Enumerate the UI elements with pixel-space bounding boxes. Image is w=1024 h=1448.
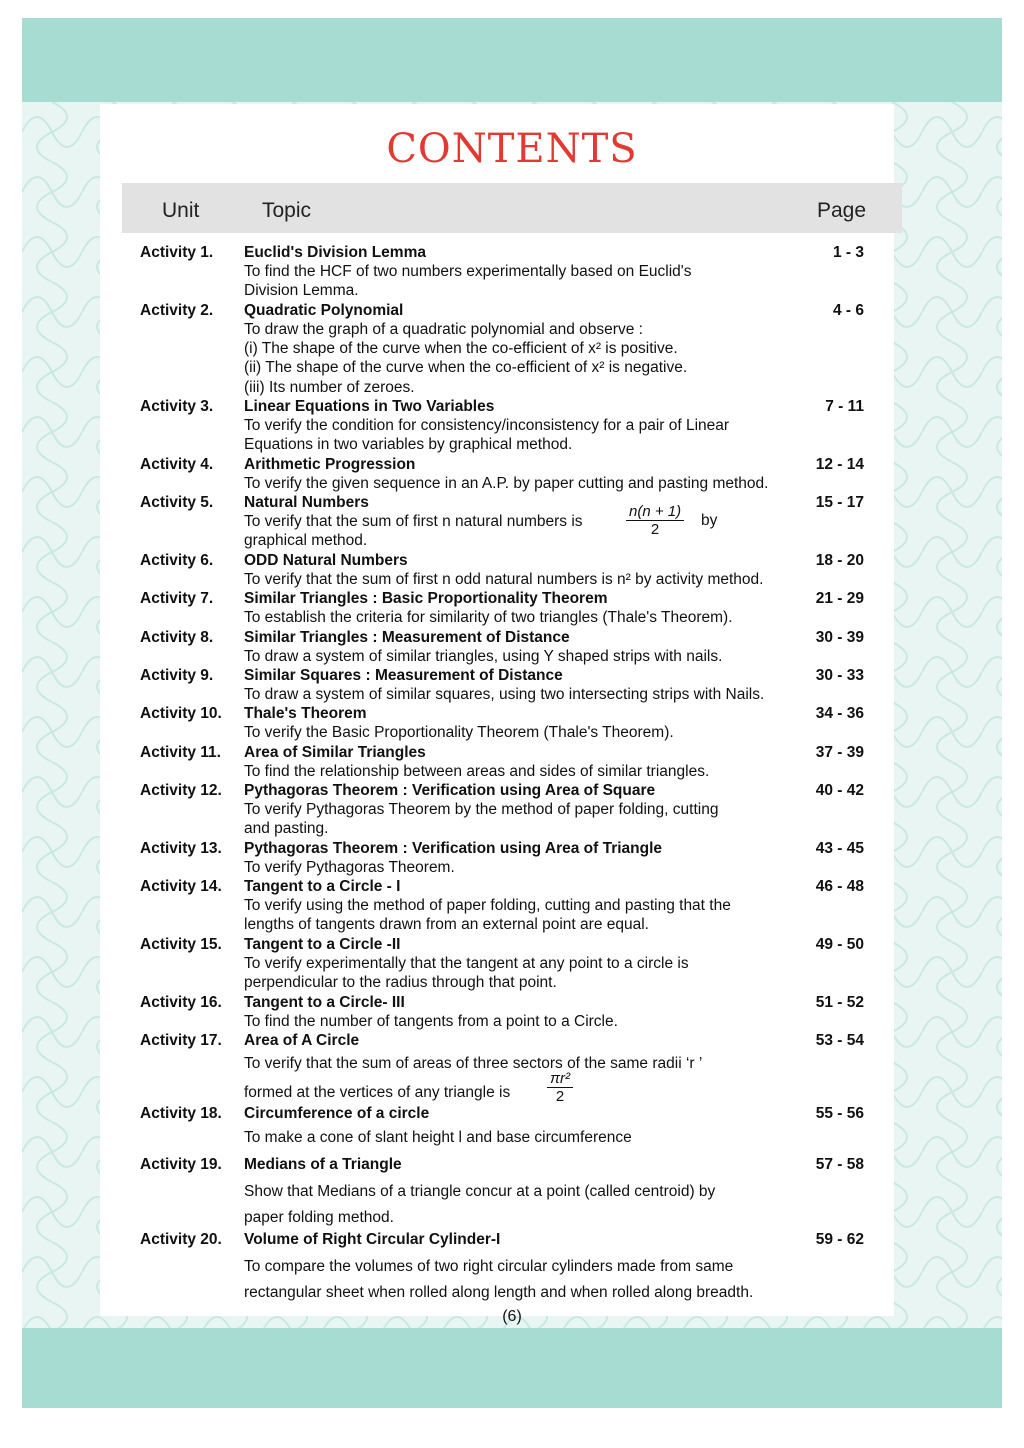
description-line: (iii) Its number of zeroes.	[244, 378, 415, 396]
entry-topic: Pythagoras Theorem : Verification using Area of Triangle	[244, 840, 663, 857]
entry-unit: Activity 12.	[140, 782, 222, 799]
entry-description	[244, 685, 764, 704]
fraction-numerator: n(n + 1)	[626, 503, 684, 521]
entry-unit: Activity 11.	[140, 744, 221, 761]
entry-pages: 59 - 62	[815, 1231, 864, 1248]
entry-topic: Volume of Right Circular Cylinder-I	[244, 1231, 501, 1248]
entry-description	[244, 896, 731, 934]
entry-topic: Area of A Circle	[244, 1032, 360, 1049]
entry-description	[244, 262, 692, 300]
entry-description	[244, 1179, 715, 1230]
entry-topic: Natural Numbers	[244, 494, 369, 511]
description-line: lengths of tangents drawn from an external point are equal.	[244, 916, 649, 934]
entry-description	[244, 320, 687, 397]
entry-pages: 40 - 42	[815, 782, 864, 799]
entry-unit: Activity 9.	[140, 667, 214, 684]
entry-unit: Activity 14.	[140, 878, 222, 895]
description-line: formed at the vertices of any triangle is	[244, 1083, 511, 1101]
entry-pages: 43 - 45	[815, 840, 864, 857]
description-line: To draw the graph of a quadratic polynomial and observe :	[244, 321, 643, 338]
entry-pages: 30 - 39	[815, 629, 864, 646]
entry-description	[244, 800, 718, 838]
entry-unit: Activity 3.	[140, 398, 214, 415]
fraction-pi-r-squared-over-2	[547, 1070, 573, 1105]
entry-topic: Linear Equations in Two Variables	[244, 398, 495, 415]
fraction-denominator: 2	[555, 1088, 565, 1105]
description-line: rectangular sheet when rolled along length and when rolled along breadth.	[244, 1283, 754, 1301]
entry-unit: Activity 5.	[140, 494, 214, 511]
description-line: To verify the condition for consistency/inconsistency for a pair of Linear	[244, 417, 730, 434]
description-line: To make a cone of slant height l and base circumference	[244, 1129, 632, 1146]
header-unit: Unit	[162, 199, 200, 222]
description-line: To verify Pythagoras Theorem.	[244, 859, 455, 876]
entry-description	[244, 416, 729, 454]
fraction-numerator: πr²	[547, 1070, 573, 1088]
description-line: perpendicular to the radius through that point.	[244, 974, 557, 992]
fraction-n-n-plus-1-over-2	[626, 503, 684, 538]
description-line: (ii) The shape of the curve when the co-efficient of x² is negative.	[244, 359, 688, 377]
entry-pages: 4 - 6	[832, 302, 864, 319]
header-topic: Topic	[262, 199, 312, 222]
entry-topic: Similar Triangles : Measurement of Distance	[244, 629, 570, 646]
entry-topic: Tangent to a Circle- III	[244, 994, 405, 1011]
entry-pages: 37 - 39	[815, 744, 864, 761]
description-line: To verify Pythagoras Theorem by the method of paper folding, cutting	[244, 801, 719, 818]
entry-pages: 1 - 3	[832, 244, 864, 261]
entry-pages: 12 - 14	[815, 456, 864, 473]
description-line: To find the relationship between areas and sides of similar triangles.	[244, 763, 710, 780]
fraction-denominator: 2	[650, 521, 660, 538]
entry-unit: Activity 13.	[140, 840, 222, 857]
page-title: CONTENTS	[386, 126, 638, 172]
page-number: (6)	[502, 1308, 522, 1325]
entry-description	[244, 647, 722, 666]
description-line: graphical method.	[244, 532, 368, 550]
entry-unit: Activity 10.	[140, 705, 222, 722]
description-line: To verify using the method of paper folding, cutting and pasting that the	[244, 897, 731, 914]
entry-description	[244, 1050, 702, 1107]
entry-pages: 55 - 56	[815, 1105, 864, 1122]
entry-pages: 51 - 52	[815, 994, 864, 1011]
entry-topic: ODD Natural Numbers	[244, 552, 408, 569]
description-line: To find the number of tangents from a point to a Circle.	[244, 1013, 618, 1030]
entry-pages: 18 - 20	[815, 552, 864, 569]
entry-description	[244, 1128, 632, 1147]
description-line: To verify the given sequence in an A.P. by paper cutting and pasting method.	[244, 475, 769, 492]
description-line: To draw a system of similar triangles, using Y shaped strips with nails.	[244, 648, 723, 665]
entry-description	[244, 1012, 618, 1031]
entry-unit: Activity 18.	[140, 1105, 222, 1122]
entry-pages: 34 - 36	[815, 705, 864, 722]
description-line: Show that Medians of a triangle concur at a point (called centroid) by	[244, 1183, 716, 1200]
entry-description	[244, 474, 768, 493]
entry-description	[244, 608, 733, 627]
description-line: To establish the criteria for similarity of two triangles (Thale's Theorem).	[244, 609, 733, 626]
entry-topic: Pythagoras Theorem : Verification using Area of Square	[244, 782, 656, 799]
description-line: To verify that the sum of first n natural numbers is	[244, 513, 583, 530]
entry-unit: Activity 6.	[140, 552, 214, 569]
entry-unit: Activity 1.	[140, 244, 214, 261]
description-line: Division Lemma.	[244, 282, 359, 300]
entry-description	[244, 762, 709, 781]
description-line: paper folding method.	[244, 1208, 394, 1226]
entry-unit: Activity 2.	[140, 302, 214, 319]
description-line: To draw a system of similar squares, using two intersecting strips with Nails.	[244, 686, 765, 703]
entry-unit: Activity 20.	[140, 1231, 222, 1248]
entry-pages: 46 - 48	[815, 878, 864, 895]
description-line: and pasting.	[244, 820, 329, 838]
entry-topic: Euclid's Division Lemma	[244, 244, 426, 261]
entry-pages: 53 - 54	[815, 1032, 864, 1049]
description-line: To verify experimentally that the tangent at any point to a circle is	[244, 955, 689, 972]
entry-pages: 30 - 33	[815, 667, 864, 684]
entry-pages: 15 - 17	[815, 494, 864, 511]
entry-unit: Activity 16.	[140, 994, 222, 1011]
entry-pages: 21 - 29	[815, 590, 864, 607]
entry-topic: Quadratic Polynomial	[244, 302, 404, 319]
entry-topic: Similar Triangles : Basic Proportionality Theorem	[244, 590, 608, 607]
entry-description	[244, 954, 689, 992]
entry-description	[244, 723, 674, 742]
entry-topic: Arithmetic Progression	[244, 456, 416, 473]
header-page: Page	[816, 199, 866, 222]
entry-topic: Tangent to a Circle -II	[244, 936, 401, 953]
entry-pages: 49 - 50	[815, 936, 864, 953]
description-line: Equations in two variables by graphical method.	[244, 436, 573, 454]
entry-pages: 7 - 11	[825, 398, 864, 415]
description-line: To compare the volumes of two right circular cylinders made from same	[244, 1258, 734, 1275]
entry-topic: Medians of a Triangle	[244, 1156, 402, 1173]
entry-topic: Thale's Theorem	[244, 705, 367, 722]
entry-description	[244, 1254, 753, 1305]
fraction-suffix: by	[701, 512, 718, 529]
entry-topic: Area of Similar Triangles	[244, 744, 426, 761]
entry-topic: Similar Squares : Measurement of Distance	[244, 667, 563, 684]
entry-description	[244, 570, 763, 589]
description-line: To verify that the sum of areas of three sectors of the same radii ‘r ’	[244, 1055, 703, 1072]
description-line: To verify that the sum of first n odd natural numbers is n² by activity method.	[244, 571, 764, 588]
entry-description	[244, 858, 455, 877]
entry-unit: Activity 8.	[140, 629, 214, 646]
entry-topic: Tangent to a Circle - I	[244, 878, 401, 895]
entry-pages: 57 - 58	[815, 1156, 864, 1173]
description-line: (i) The shape of the curve when the co-efficient of x² is positive.	[244, 340, 678, 358]
entry-topic: Circumference of a circle	[244, 1105, 430, 1122]
entry-unit: Activity 4.	[140, 456, 214, 473]
entry-unit: Activity 19.	[140, 1156, 222, 1173]
description-line: To verify the Basic Proportionality Theorem (Thale's Theorem).	[244, 724, 674, 741]
entry-unit: Activity 15.	[140, 936, 222, 953]
entry-unit: Activity 17.	[140, 1032, 222, 1049]
entry-description	[244, 512, 583, 550]
description-line: To find the HCF of two numbers experimentally based on Euclid's	[244, 263, 692, 280]
entry-unit: Activity 7.	[140, 590, 214, 607]
